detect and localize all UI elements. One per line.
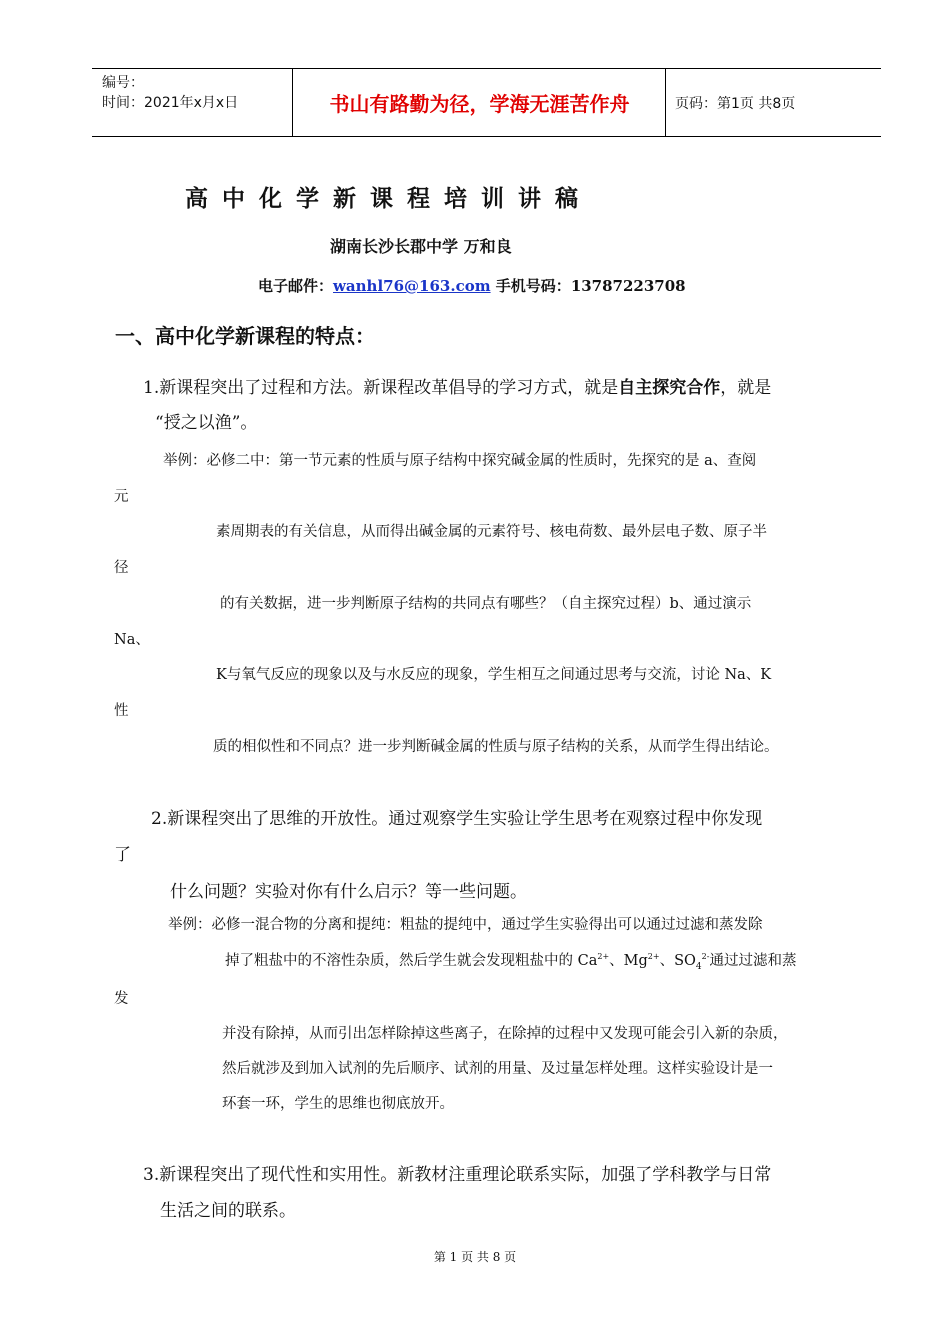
- point1-text-a: 1.新课程突出了过程和方法。新课程改革倡导的学习方式，就是: [143, 378, 619, 398]
- point3-line2: 生活之间的联系。: [160, 1201, 296, 1221]
- example-line: 素周期表的有关信息，从而得出碱金属的元素符号、核电荷数、最外层电子数、原子半: [216, 524, 767, 540]
- author-line: 湖南长沙长郡中学 万和良: [330, 237, 512, 256]
- example-line: 质的相似性和不同点？进一步判断碱金属的性质与原子结构的关系，从而学生得出结论。: [213, 739, 779, 755]
- point1-bold: 自主探究合作: [618, 378, 721, 398]
- contact-line: [258, 275, 686, 296]
- example-line: 环套一环，学生的思维也彻底放开。: [222, 1096, 454, 1112]
- example-text: 、Mg: [609, 953, 648, 969]
- example-line: 举例：必修二中：第一节元素的性质与原子结构中探究碱金属的性质时，先探究的是 a、查阅: [163, 453, 757, 469]
- page-footer: 第 1 页 共 8 页: [433, 1250, 517, 1264]
- example-text: 掉了粗盐中的不溶性杂质，然后学生就会发现粗盐中的 Ca: [225, 953, 598, 969]
- example-line: Na、: [114, 632, 150, 648]
- document-title: 高中化学新课程培训讲稿: [185, 186, 592, 212]
- ion-subscript: 4: [695, 961, 702, 972]
- doc-time-label: 时间：2021年x月x日: [102, 95, 239, 111]
- example-line: 并没有除掉，从而引出怎样除掉这些离子，在除掉的过程中又发现可能会引入新的杂质，: [222, 1026, 788, 1042]
- header-motto: 书山有路勤为径，学海无涯苦作舟: [329, 92, 630, 116]
- example-line: 性: [114, 703, 129, 719]
- example-line: [225, 949, 796, 972]
- ion-charge: 2+: [597, 952, 610, 962]
- header-table: [92, 68, 881, 137]
- point3-line1: 3.新课程突出了现代性和实用性。新教材注重理论联系实际，加强了学科教学与日常: [143, 1165, 772, 1185]
- header-meta: [102, 73, 238, 113]
- example-line: 然后就涉及到加入试剂的先后顺序、试剂的用量、及过量怎样处理。这样实验设计是一: [222, 1061, 773, 1077]
- phone-number: 13787223708: [570, 277, 686, 295]
- ion-charge: 2-: [701, 952, 710, 962]
- header-divider: [292, 69, 293, 136]
- example-text: 通过过滤和蒸: [709, 953, 797, 969]
- header-page-info: 页码：第1页 共8页: [675, 96, 796, 112]
- email-link[interactable]: wanhl76@163.com: [333, 277, 491, 295]
- email-label: 电子邮件：: [258, 277, 334, 295]
- example-text: 、SO: [659, 953, 696, 969]
- example-line: 元: [114, 489, 129, 505]
- point1-text-b: ，就是: [720, 378, 772, 398]
- point1-line2: “授之以渔”。: [155, 413, 258, 433]
- example-line: 径: [114, 560, 129, 576]
- example-line: 举例：必修一混合物的分离和提纯：粗盐的提纯中，通过学生实验得出可以通过过滤和蒸发除: [168, 917, 763, 933]
- phone-label: 手机号码：: [490, 277, 571, 295]
- example-line: K与氧气反应的现象以及与水反应的现象，学生相互之间通过思考与交流，讨论 Na、K: [216, 667, 772, 683]
- ion-charge: 2+: [647, 952, 660, 962]
- section-heading: 一、高中化学新课程的特点：: [115, 324, 375, 348]
- point2-line2: 什么问题？实验对你有什么启示？等一些问题。: [170, 882, 527, 902]
- example-line: 发: [114, 991, 129, 1007]
- point2-line1: 2.新课程突出了思维的开放性。通过观察学生实验让学生思考在观察过程中你发现: [151, 809, 763, 829]
- example-line: 的有关数据，进一步判断原子结构的共同点有哪些？（自主探究过程）b、通过演示: [220, 596, 752, 612]
- doc-number-label: 编号：: [102, 75, 144, 91]
- point2-line1-wrap: 了: [114, 845, 131, 865]
- point1-line1: [143, 373, 771, 398]
- header-divider: [665, 69, 666, 136]
